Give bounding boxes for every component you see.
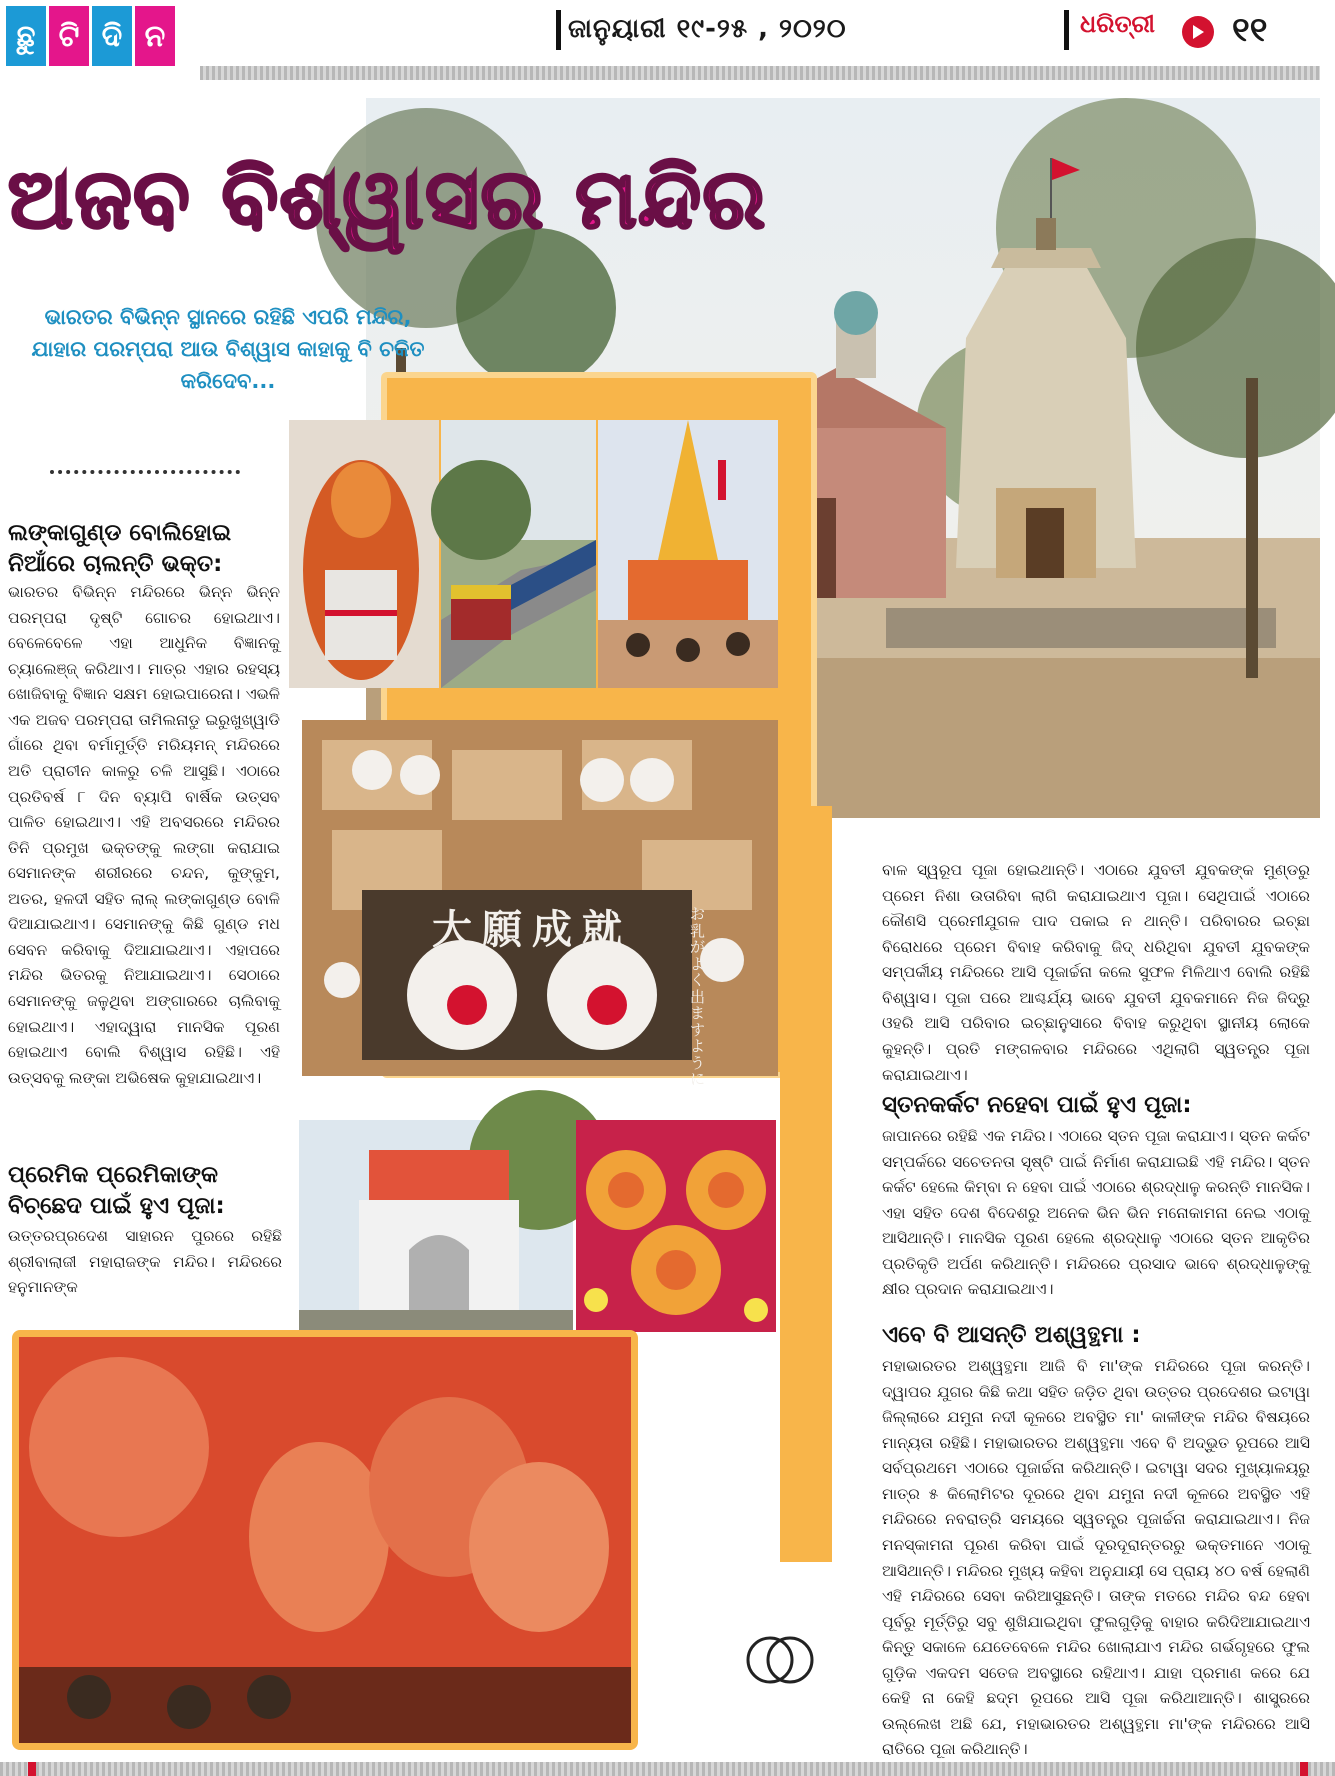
section-body-lovers: ଉତ୍ତରପ୍ରଦେଶ ସାହାରନ ପୁରରେ ରହିଛି ଶ୍ରୀବାଲାଜୀ ମହାରାଜଙ୍କ ମନ୍ଦିର। ମନ୍ଦିରରେ ହନୁମାନଙ୍କ	[8, 1227, 282, 1297]
decorative-circles-icon	[744, 1630, 816, 1694]
breast-shrine-photo	[302, 720, 778, 1088]
footer-marker	[28, 1762, 36, 1776]
logo-letter: ଛୁ	[6, 6, 46, 66]
section-title-chilli: ଲଙ୍କାଗୁଣ୍ଡ ବୋଲିହୋଇ ନିଆଁରେ ଚାଲନ୍ତି ଭକ୍ତ:	[8, 520, 232, 578]
section-body-ashwatthama: ମହାଭାରତର ଅଶ୍ୱତ୍ଥମା ଆଜି ବି ମା'ଙ୍କ ମନ୍ଦିରରେ ପୂଜା କରନ୍ତି। ଦ୍ୱାପର ଯୁଗର କିଛି କଥା ସହିତ ଜଡ଼ିତ ଥିବା ଉତ୍ତର ପ୍ରଦେଶର ଇଟାୱା ଜିଲ୍ଲାରେ ଯମୁନା ନଦୀ କୂଳରେ ଅବସ୍ଥିତ ମା' କାଳୀଙ୍କ ମନ୍ଦିର ବିଷୟରେ ମାନ୍ୟତା ରହିଛି। ମହାଭାରତର ଅଶ୍ୱତ୍ଥମା ଏବେ ବି ଅଦ୍ଭୁତ ରୂପରେ ଆସି ସର୍ବପ୍ରଥମେ ଏଠାରେ ପୂଜାର୍ଚ୍ଚନା କରିଥାନ୍ତି। ଇଟାୱା ସଦର ମୁଖ୍ୟାଳୟରୁ ମାତ୍ର ୫ କିଲୋମିଟର ଦୂରରେ ଥିବା ଯମୁନା ନଦୀ କୂଳରେ ଅବସ୍ଥିତ ଏହି ମନ୍ଦିରରେ ନବରାତ୍ରି ସମୟରେ ସ୍ୱତନ୍ତ୍ର ପୂଜାର୍ଚ୍ଚନା କରାଯାଇଥାଏ। ନିଜ ମନସ୍କାମନା ପୂରଣ କରିବା ପାଇଁ ଦୂରଦୂରାନ୍ତରରୁ ଭକ୍ତମାନେ ଏଠାକୁ ଆସିଥାନ୍ତି। ମନ୍ଦିରର ମୁଖ୍ୟ କହିବା ଅନୁଯାୟୀ ସେ ପ୍ରାୟ ୪୦ ବର୍ଷ ହେଲାଣି ଏହି ମନ୍ଦିରରେ ସେବା କରିଆସୁଛନ୍ତି। ତାଙ୍କ ମତରେ ମନ୍ଦିର ବନ୍ଦ ହେବା ପୂର୍ବରୁ ମୂର୍ତ୍ତିରୁ ସବୁ ଶୁଖିଯାଇଥିବା ଫୁଲଗୁଡ଼ିକୁ ବାହାର କରିଦିଆଯାଇଥାଏ କିନ୍ତୁ ସକାଳେ ଯେତେବେଳେ ମନ୍ଦିର ଖୋଲାଯାଏ ମନ୍ଦିର ଗର୍ଭଗୃହରେ ଫୁଲ ଗୁଡ଼ିକ ଏକଦମ ସତେଜ ଅବସ୍ଥାରେ ରହିଥାଏ। ଯାହା ପ୍ରମାଣ କରେ ଯେ କେହି ନା କେହି ଛଦ୍ମ ରୂପରେ ଆସି ପୂଜା କରିଥାଆନ୍ତି। ଶାସ୍ତ୍ରରେ ଉଲ୍ଲେଖ ଅଛି ଯେ, ମହାଭାରତର ଅଶ୍ୱତ୍ଥମା ମା'ଙ୍କ ମନ୍ଦିରରେ ଆସି ରାତିରେ ପୂଜା କରିଥାନ୍ତି।	[882, 1357, 1310, 1759]
logo-letter: ନ	[135, 6, 175, 66]
section-logo	[6, 6, 175, 66]
shrine-sign-text: 大願成就	[432, 907, 632, 953]
brand-logo: ଧରିତ୍ରୀ	[1080, 10, 1155, 38]
section-title-lovers: ପ୍ରେମିକ ପ୍ରେମିକାଙ୍କ ବିଚ୍ଛେଦ ପାଇଁ ହୁଏ ପୂଜା:	[8, 1162, 225, 1220]
section-title-ashwatthama: ଏବେ ବି ଆସନ୍ତି ଅଶ୍ୱତ୍ଥମା :	[882, 1322, 1141, 1348]
para-lovers-continued: ବାଳ ସ୍ୱରୂପ ପୂଜା ହୋଇଥାନ୍ତି। ଏଠାରେ ଯୁବତୀ ଯୁବକଙ୍କ ମୁଣ୍ଡରୁ ପ୍ରେମ ନିଶା ଉତାରିବା ଲାଗି କରାଯାଇଥାଏ ପୂଜା। ସେଥିପାଇଁ ଏଠାରେ କୌଣସି ପ୍ରେମୀଯୁଗଳ ପାଦ ପକାଇ ନ ଥାନ୍ତି। ପରିବାରର ଇଚ୍ଛା ବିରୋଧରେ ପ୍ରେମ ବିବାହ କରିବାକୁ ଜିଦ୍ ଧରିଥିବା ଯୁବତୀ ଯୁବକଙ୍କ ସମ୍ପର୍କୀୟ ମନ୍ଦିରରେ ଆସି ପୂଜାର୍ଚ୍ଚନା କଲେ ସୁଫଳ ମିଳିଥାଏ ବୋଲି ରହିଛି ବିଶ୍ୱାସ। ପୂଜା ପରେ ଆଶ୍ଚର୍ଯ୍ୟ ଭାବେ ଯୁବତୀ ଯୁବକମାନେ ନିଜ ଜିଦ୍‌ରୁ ଓହରି ଆସି ପରିବାର ଇଚ୍ଛାନୁସାରେ ବିବାହ କରୁଥିବା ସ୍ଥାନୀୟ ଲୋକେ କୁହନ୍ତି। ପ୍ରତି ମଙ୍ଗଳବାର ମନ୍ଦିରରେ ଏଥିଲାଗି ସ୍ୱତନ୍ତ୍ର ପୂଜା କରାଯାଇଥାଏ।	[882, 861, 1310, 1084]
section-body-cancer: ଜାପାନରେ ରହିଛି ଏକ ମନ୍ଦିର। ଏଠାରେ ସ୍ତନ ପୂଜା କରାଯାଏ। ସ୍ତନ କର୍କଟ ସମ୍ପର୍କରେ ସଚେତନତା ସୃଷ୍ଟି ପାଇଁ ନିର୍ମାଣ କରାଯାଇଛି ଏହି ମନ୍ଦିର। ସ୍ତନ କର୍କଟ ହେଲେ କିମ୍ବା ନ ହେବା ପାଇଁ ଏଠାରେ ଶ୍ରଦ୍ଧାଳୁ କରନ୍ତି ମାନସିକ। ଏହା ସହିତ ଦେଶ ବିଦେଶରୁ ଅନେକ ଭିନ ଭିନ ମନୋକାମନା ନେଇ ଏଠାକୁ ଆସିଥାନ୍ତି। ମାନସିକ ପୂରଣ ହେଲେ ଶ୍ରଦ୍ଧାଳୁ ଏଠାରେ ସ୍ତନ ଆକୃତିର ପ୍ରତିକୃତି ଅର୍ପଣ କରିଥାନ୍ତି। ମନ୍ଦିରରେ ପ୍ରସାଦ ଭାବେ ଶ୍ରଦ୍ଧାଳୁଙ୍କୁ କ୍ଷୀର ପ୍ରଦାନ କରାଯାଇଥାଏ।	[882, 1127, 1310, 1299]
logo-letter: ଦି	[92, 6, 132, 66]
play-icon	[1182, 16, 1214, 48]
page-number: ୧୧	[1232, 10, 1268, 50]
deity-photo	[289, 420, 439, 688]
section-title-cancer: ସ୍ତନକର୍କଟ ନହେବା ପାଇଁ ହୁଏ ପୂଜା:	[882, 1092, 1192, 1118]
section-body-chilli: ଭାରତର ବିଭିନ୍ନ ମନ୍ଦିରରେ ଭିନ୍ନ ଭିନ୍ନ ପରମ୍ପରା ଦୃଷ୍ଟି ଗୋଚର ହୋଇଥାଏ। ବେଳେବେଳେ ଏହା ଆଧୁନିକ ବିଜ୍ଞାନକୁ ଚ୍ୟାଲେଞ୍ଜ୍ କରିଥାଏ। ମାତ୍ର ଏହାର ରହସ୍ୟ ଖୋଜିବାକୁ ବିଜ୍ଞାନ ସକ୍ଷମ ହୋଇପାରେନା। ଏଭଳି ଏକ ଅଜବ ପରମ୍ପରା ତାମିଲନାଡୁ ଇରୁଖୁଖ୍ୱାଡି ଗାଁରେ ଥିବା ବର୍ମାମୁର୍ତ୍ତି ମରିୟମନ୍ ମନ୍ଦିରରେ ଅତି ପ୍ରାଚୀନ କାଳରୁ ଚଳି ଆସୁଛି। ଏଠାରେ ପ୍ରତିବର୍ଷ ୮ ଦିନ ବ୍ୟାପି ବାର୍ଷିକ ଉତ୍ସବ ପାଳିତ ହୋଇଥାଏ। ଏହି ଅବସରରେ ମନ୍ଦିରର ତିନି ପ୍ରମୁଖ ଭକ୍ତଙ୍କୁ ଲଙ୍ଗା କରାଯାଇ ସେମାନଙ୍କ ଶରୀରରେ ଚନ୍ଦନ, କୁଙ୍କୁମ, ଅତର, ହଳଦୀ ସହିତ ଲାଲ୍ ଲଙ୍କାଗୁଣ୍ଡ ବୋଳି ଦିଆଯାଇଥାଏ। ସେମାନଙ୍କୁ କିଛି ଗୁଣ୍ଡ ମଧ ସେବନ କରିବାକୁ ଦିଆଯାଇଥାଏ। ଏହାପରେ ମନ୍ଦିର ଭିତରକୁ ନିଆଯାଇଥାଏ। ସେଠାରେ ସେମାନଙ୍କୁ ଜଳୁଥିବା ଅଙ୍ଗାରରେ ଚାଲିବାକୁ ହୋଇଥାଏ। ଏହାଦ୍ୱାରା ମାନସିକ ପୂରଣ ହୋଇଥାଏ ବୋଲି ବିଶ୍ୱାସ ରହିଛି। ଏହି ଉତ୍ସବକୁ ଲଙ୍କା ଅଭିଷେକ କୁହାଯାଇଥାଏ।	[8, 583, 280, 1087]
header-divider	[556, 10, 561, 50]
train-photo	[441, 420, 596, 688]
logo-letter: ଟି	[49, 6, 89, 66]
footer-marker	[1300, 1762, 1308, 1776]
flower-idols-photo	[576, 1120, 776, 1332]
shrine-side-text: お乳がよく出ますように	[690, 905, 706, 1088]
balaji-temple-photo	[299, 1120, 573, 1332]
temple-crowd-photo	[598, 420, 778, 688]
headline: ଅଜବ ବିଶ୍ୱାସର ମନ୍ଦିର	[8, 152, 767, 247]
issue-date: ଜାନୁୟାରୀ ୧୯-୨୫ , ୨୦୨୦	[568, 14, 847, 44]
header-divider	[1064, 10, 1069, 50]
footer-rule	[0, 1762, 1335, 1776]
chilli-festival-photo	[12, 1330, 638, 1750]
intro-text: ଭାରତର ବିଭିନ୍ନ ସ୍ଥାନରେ ରହିଛି ଏପରି ମନ୍ଦିର, ଯାହାର ପରମ୍ପରା ଆଉ ବିଶ୍ୱାସ କାହାକୁ ବି ଚକିତ କରିଦେବ...	[31, 305, 425, 393]
accent-band	[780, 806, 832, 1562]
dotted-divider	[50, 470, 240, 474]
header-rule	[200, 66, 1320, 80]
